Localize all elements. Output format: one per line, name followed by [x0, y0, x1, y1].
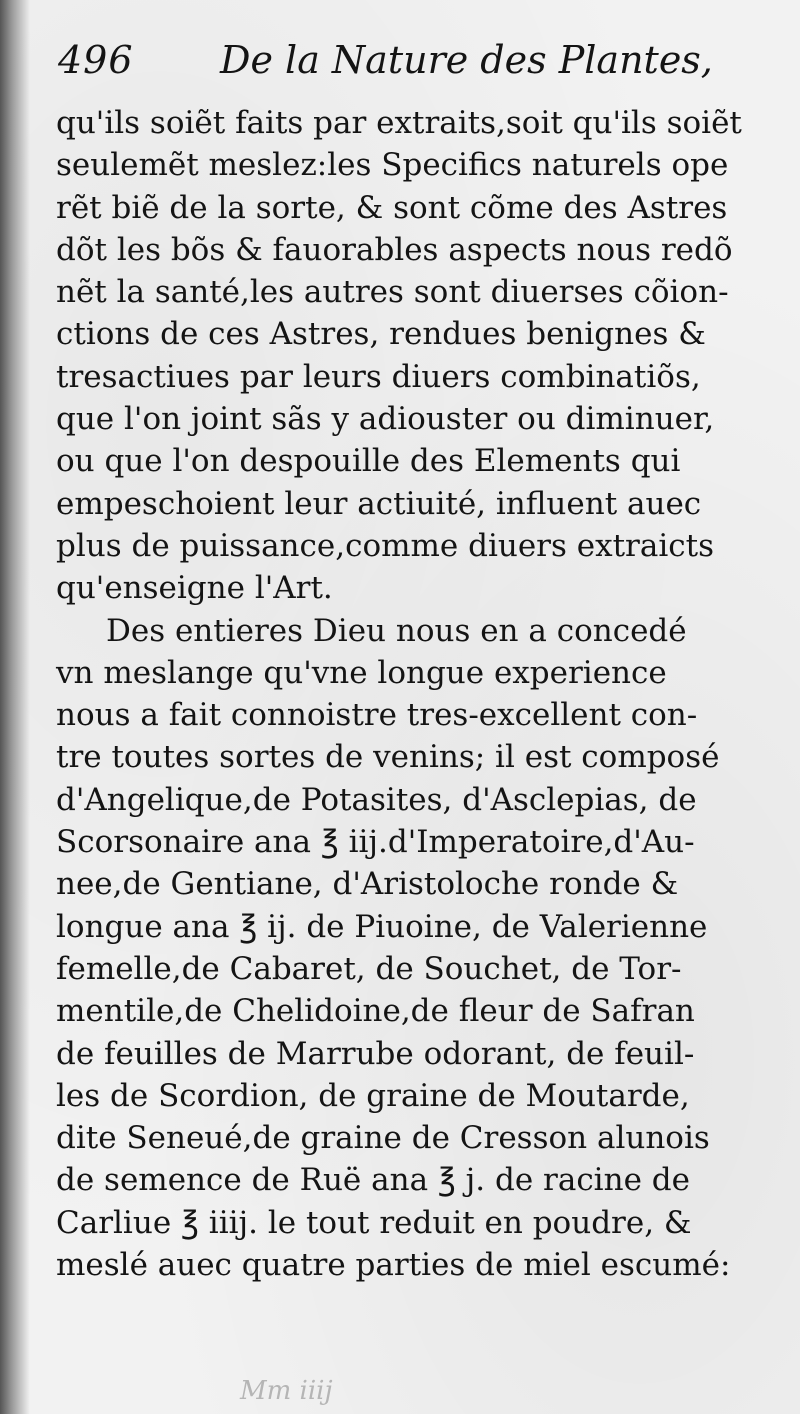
text-line: seulemẽt meslez:les Specifics naturels ope [56, 147, 729, 184]
text-line: ou que l'on despouille des Elements qui [56, 443, 681, 480]
text-line: mentile,de Chelidoine,de fleur de Safran [56, 993, 695, 1030]
page-header [58, 38, 713, 98]
paragraph-start-line: Des entieres Dieu nous en a concedé [106, 612, 687, 649]
text-line: de feuilles de Marrube odorant, de feuil- [56, 1035, 695, 1072]
running-title: De la Nature des Plantes, [220, 38, 713, 82]
catchword: Mm iiij [240, 1376, 333, 1406]
text-line: longue ana ℥ ij. de Piuoine, de Valerienne [56, 908, 708, 945]
text-line: dõt les bõs & fauorables aspects nous redõ [56, 231, 733, 268]
text-line: Carliue ℥ iiij. le tout reduit en poudre, & [56, 1204, 692, 1241]
text-line: Scorsonaire ana ℥ iij.d'Imperatoire,d'Au- [56, 824, 695, 861]
text-line: nous a fait connoistre tres-excellent con- [56, 697, 698, 734]
body-text [56, 102, 742, 1286]
text-line: empeschoient leur actiuité, influent auec [56, 485, 702, 522]
text-line: vn meslange qu'vne longue experience [56, 654, 667, 691]
text-line: rẽt biẽ de la sorte, & sont cõme des Astres [56, 189, 728, 226]
text-line: ctions de ces Astres, rendues benignes & [56, 316, 706, 353]
text-line: plus de puissance,comme diuers extraicts [56, 527, 714, 564]
text-line: que l'on joint sãs y adiouster ou diminuer, [56, 401, 715, 438]
text-line: nee,de Gentiane, d'Aristoloche ronde & [56, 866, 679, 903]
text-line: tresactiues par leurs diuers combinatiõs, [56, 358, 701, 395]
text-line: qu'ils soiẽt faits par extraits,soit qu'ils soiẽt [56, 105, 742, 141]
text-line: les de Scordion, de graine de Moutarde, [56, 1077, 690, 1114]
text-line: meslé auec quatre parties de miel escumé: [56, 1247, 731, 1284]
text-line: de semence de Ruë ana ℥ j. de racine de [56, 1162, 690, 1199]
text-line: dite Seneué,de graine de Cresson alunois [56, 1120, 710, 1157]
text-line: femelle,de Cabaret, de Souchet, de Tor- [56, 950, 682, 987]
page-gutter-shadow [0, 0, 30, 1414]
page-number: 496 [58, 38, 134, 82]
text-line: qu'enseigne l'Art. [56, 570, 333, 607]
text-line: tre toutes sortes de venins; il est composé [56, 739, 720, 776]
text-line: nẽt la santé,les autres sont diuerses cõion- [56, 274, 729, 311]
text-line: d'Angelique,de Potasites, d'Asclepias, de [56, 781, 697, 818]
